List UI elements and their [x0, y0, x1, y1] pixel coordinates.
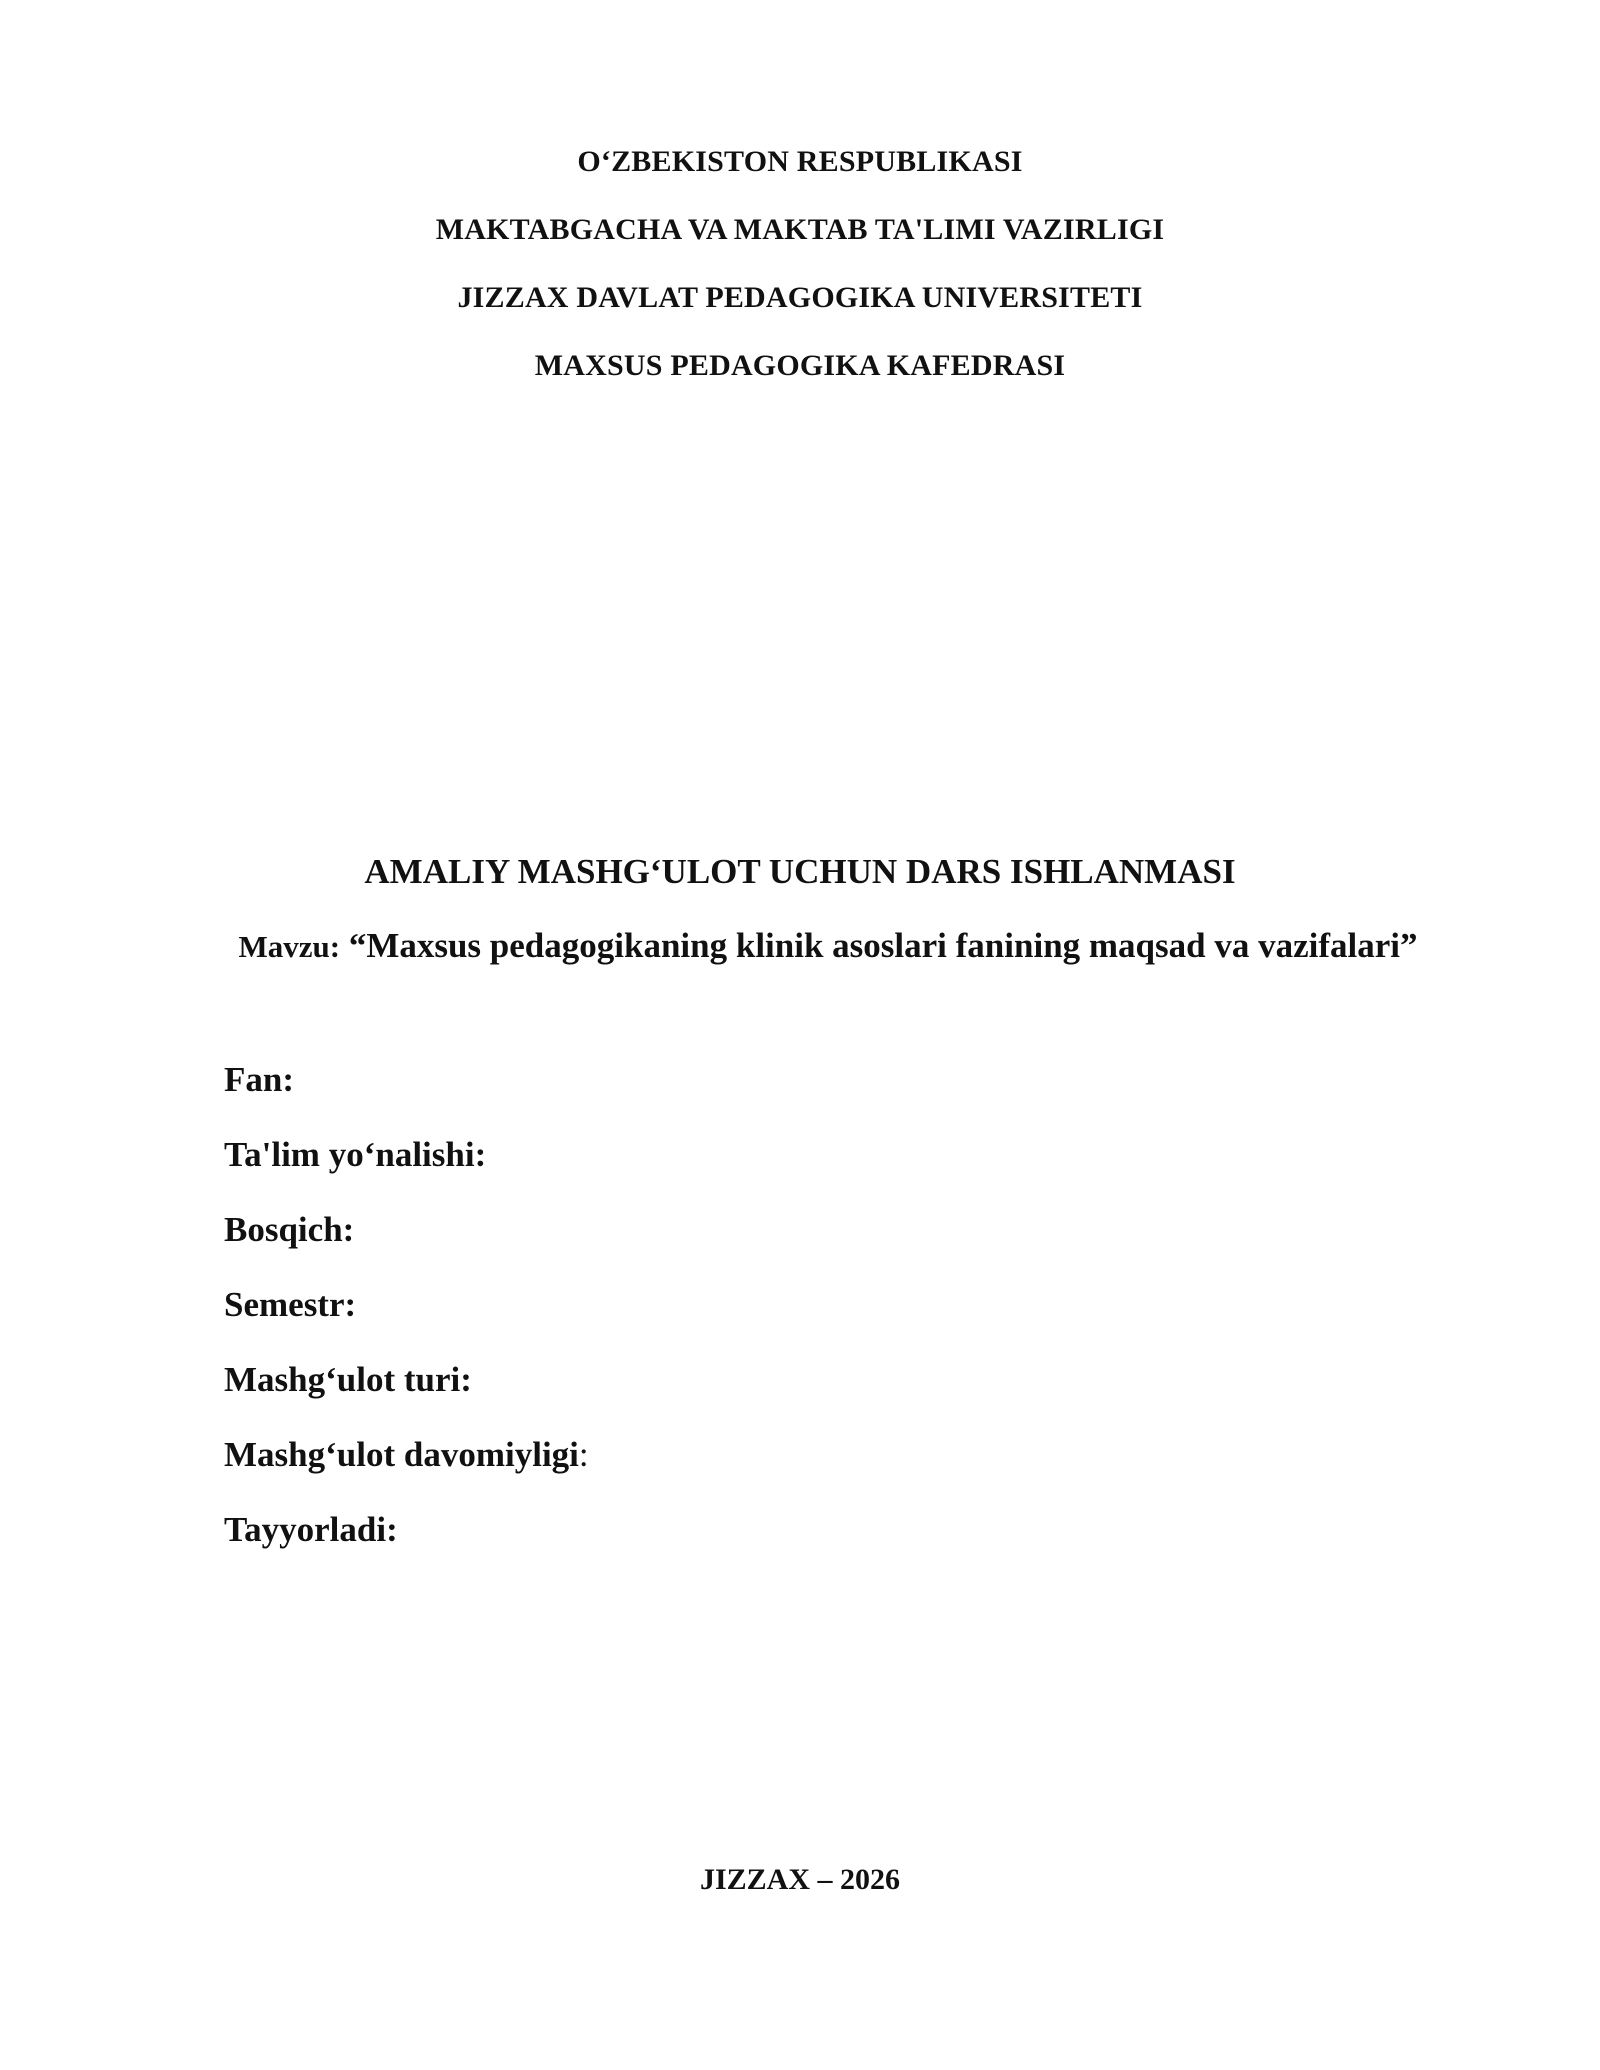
field-semestr: Semestr: — [224, 1285, 357, 1324]
header-department: MAXSUS PEDAGOGIKA KAFEDRASI — [534, 349, 1066, 382]
info-fields — [224, 1060, 1424, 1585]
footer-city-year: JIZZAX – 2026 — [699, 1863, 901, 1896]
field-mashgulot-turi: Mashg‘ulot turi: — [224, 1360, 472, 1399]
document-topic — [0, 926, 1600, 967]
header-country: O‘ZBEKISTON RESPUBLIKASI — [577, 145, 1023, 178]
field-tayyorladi: Tayyorladi: — [224, 1510, 398, 1549]
institution-header — [0, 145, 1600, 417]
topic-text: “Maxsus pedagogikaning klinik asoslari fanining maqsad va vazifalari” — [348, 926, 1418, 965]
title-block — [0, 852, 1600, 967]
field-mashgulot-davomiyligi-colon: : — [578, 1435, 589, 1474]
document-title: AMALIY MASHG‘ULOT UCHUN DARS ISHLANMASI — [364, 852, 1236, 891]
field-mashgulot-davomiyligi — [224, 1435, 1424, 1510]
field-bosqich: Bosqich: — [224, 1210, 355, 1249]
header-ministry: MAKTABGACHA VA MAKTAB TA'LIMI VAZIRLIGI — [435, 213, 1165, 246]
field-talim-yonalishi: Ta'lim yo‘nalishi: — [224, 1135, 487, 1174]
topic-label: Mavzu: — [238, 929, 341, 964]
field-fan: Fan: — [224, 1060, 294, 1099]
field-mashgulot-davomiyligi-label: Mashg‘ulot davomiyligi — [224, 1435, 579, 1474]
header-university: JIZZAX DAVLAT PEDAGOGIKA UNIVERSITETI — [457, 281, 1143, 314]
